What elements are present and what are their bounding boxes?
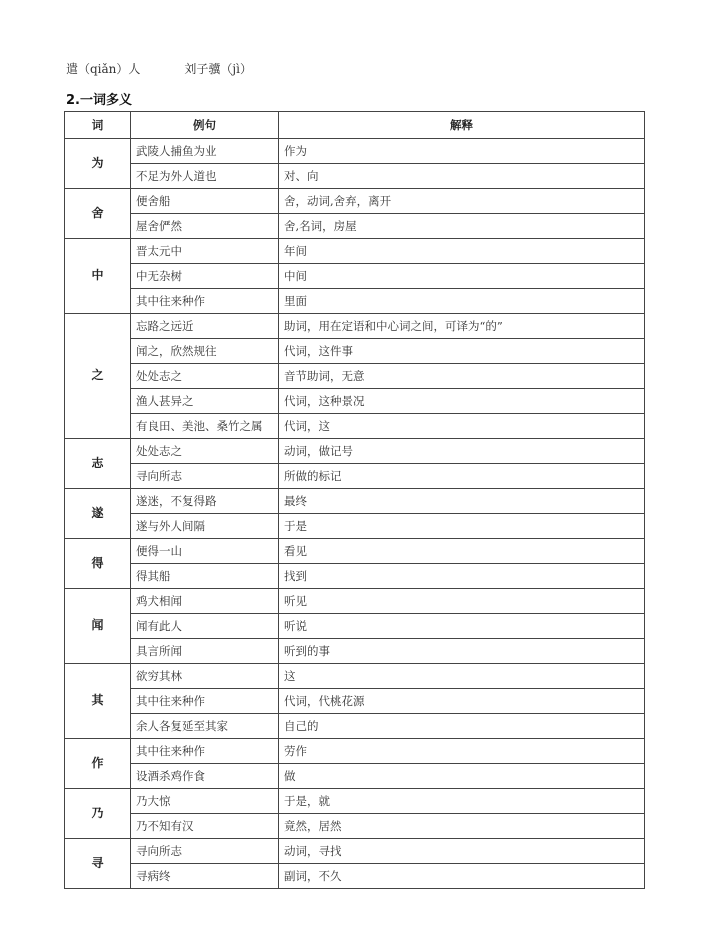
intro-left: 遣（qiǎn）人: [66, 62, 141, 76]
meaning-cell: 所做的标记: [279, 464, 645, 489]
meaning-cell: 舍,名词，房屋: [279, 214, 645, 239]
example-cell: 具言所闻: [131, 639, 279, 664]
example-cell: 闻有此人: [131, 614, 279, 639]
meaning-cell: 代词，这件事: [279, 339, 645, 364]
meaning-cell: 看见: [279, 539, 645, 564]
example-cell: 遂与外人间隔: [131, 514, 279, 539]
table-row: [65, 714, 645, 739]
word-cell: 之: [65, 314, 131, 439]
example-cell: 鸡犬相闻: [131, 589, 279, 614]
meaning-cell: 音节助词，无意: [279, 364, 645, 389]
example-cell: 武陵人捕鱼为业: [131, 139, 279, 164]
meaning-cell: 助词，用在定语和中心词之间，可译为“的”: [279, 314, 645, 339]
example-cell: 寻向所志: [131, 464, 279, 489]
meaning-cell: 劳作: [279, 739, 645, 764]
word-cell: 舍: [65, 189, 131, 239]
table-row: [65, 814, 645, 839]
word-cell: 乃: [65, 789, 131, 839]
table-row: [65, 664, 645, 689]
meaning-cell: 作为: [279, 139, 645, 164]
meaning-cell: 听见: [279, 589, 645, 614]
meaning-cell: 代词，这种景况: [279, 389, 645, 414]
meaning-cell: 动词，寻找: [279, 839, 645, 864]
table-row: [65, 239, 645, 264]
intro-right: 刘子骥（jì）: [184, 62, 252, 76]
meaning-cell: 代词，代桃花源: [279, 689, 645, 714]
meaning-cell: 于是，就: [279, 789, 645, 814]
word-cell: 得: [65, 539, 131, 589]
meaning-cell: 这: [279, 664, 645, 689]
section-title: 2.一词多义: [66, 93, 132, 108]
word-cell: 志: [65, 439, 131, 489]
table-row: [65, 214, 645, 239]
example-cell: 设酒杀鸡作食: [131, 764, 279, 789]
table-row: [65, 339, 645, 364]
table-row: [65, 764, 645, 789]
example-cell: 乃大惊: [131, 789, 279, 814]
table-row: [65, 614, 645, 639]
table-row: [65, 839, 645, 864]
table-row: [65, 189, 645, 214]
example-cell: 闻之，欣然规往: [131, 339, 279, 364]
example-cell: 忘路之远近: [131, 314, 279, 339]
meaning-cell: 竟然，居然: [279, 814, 645, 839]
word-cell: 为: [65, 139, 131, 189]
polysemy-table: [64, 111, 645, 889]
table-row: [65, 164, 645, 189]
example-cell: 便舍船: [131, 189, 279, 214]
example-cell: 遂迷，不复得路: [131, 489, 279, 514]
example-cell: 便得一山: [131, 539, 279, 564]
table-row: [65, 264, 645, 289]
meaning-cell: 于是: [279, 514, 645, 539]
meaning-cell: 听说: [279, 614, 645, 639]
table-row: [65, 139, 645, 164]
word-cell: 闻: [65, 589, 131, 664]
meaning-cell: 动词，做记号: [279, 439, 645, 464]
example-cell: 欲穷其林: [131, 664, 279, 689]
word-cell: 中: [65, 239, 131, 314]
meaning-cell: 听到的事: [279, 639, 645, 664]
table-row: [65, 389, 645, 414]
meaning-cell: 年间: [279, 239, 645, 264]
example-cell: 其中往来种作: [131, 289, 279, 314]
example-cell: 渔人甚异之: [131, 389, 279, 414]
table-header-row: [65, 112, 645, 139]
table-row: [65, 414, 645, 439]
table-row: [65, 639, 645, 664]
meaning-cell: 对、向: [279, 164, 645, 189]
example-cell: 其中往来种作: [131, 739, 279, 764]
header-word: 词: [65, 112, 131, 139]
table-row: [65, 514, 645, 539]
table-row: [65, 864, 645, 889]
table-row: [65, 489, 645, 514]
meaning-cell: 自己的: [279, 714, 645, 739]
intro-line: [66, 60, 252, 77]
example-cell: 处处志之: [131, 364, 279, 389]
table-row: [65, 789, 645, 814]
header-example: 例句: [131, 112, 279, 139]
word-cell: 其: [65, 664, 131, 739]
example-cell: 中无杂树: [131, 264, 279, 289]
table-row: [65, 689, 645, 714]
example-cell: 不足为外人道也: [131, 164, 279, 189]
meaning-cell: 副词，不久: [279, 864, 645, 889]
table-body: [65, 139, 645, 889]
table-row: [65, 539, 645, 564]
example-cell: 余人各复延至其家: [131, 714, 279, 739]
header-meaning: 解释: [279, 112, 645, 139]
word-cell: 寻: [65, 839, 131, 889]
meaning-cell: 代词，这: [279, 414, 645, 439]
example-cell: 晋太元中: [131, 239, 279, 264]
meaning-cell: 舍，动词,舍弃，离开: [279, 189, 645, 214]
example-cell: 乃不知有汉: [131, 814, 279, 839]
example-cell: 寻病终: [131, 864, 279, 889]
example-cell: 屋舍俨然: [131, 214, 279, 239]
meaning-cell: 找到: [279, 564, 645, 589]
meaning-cell: 里面: [279, 289, 645, 314]
table-row: [65, 289, 645, 314]
table-row: [65, 439, 645, 464]
meaning-cell: 最终: [279, 489, 645, 514]
table-row: [65, 564, 645, 589]
example-cell: 有良田、美池、桑竹之属: [131, 414, 279, 439]
word-cell: 遂: [65, 489, 131, 539]
word-cell: 作: [65, 739, 131, 789]
table-row: [65, 314, 645, 339]
example-cell: 寻向所志: [131, 839, 279, 864]
example-cell: 得其船: [131, 564, 279, 589]
meaning-cell: 做: [279, 764, 645, 789]
meaning-cell: 中间: [279, 264, 645, 289]
table-row: [65, 589, 645, 614]
table-row: [65, 739, 645, 764]
example-cell: 处处志之: [131, 439, 279, 464]
table-row: [65, 464, 645, 489]
example-cell: 其中往来种作: [131, 689, 279, 714]
table-row: [65, 364, 645, 389]
